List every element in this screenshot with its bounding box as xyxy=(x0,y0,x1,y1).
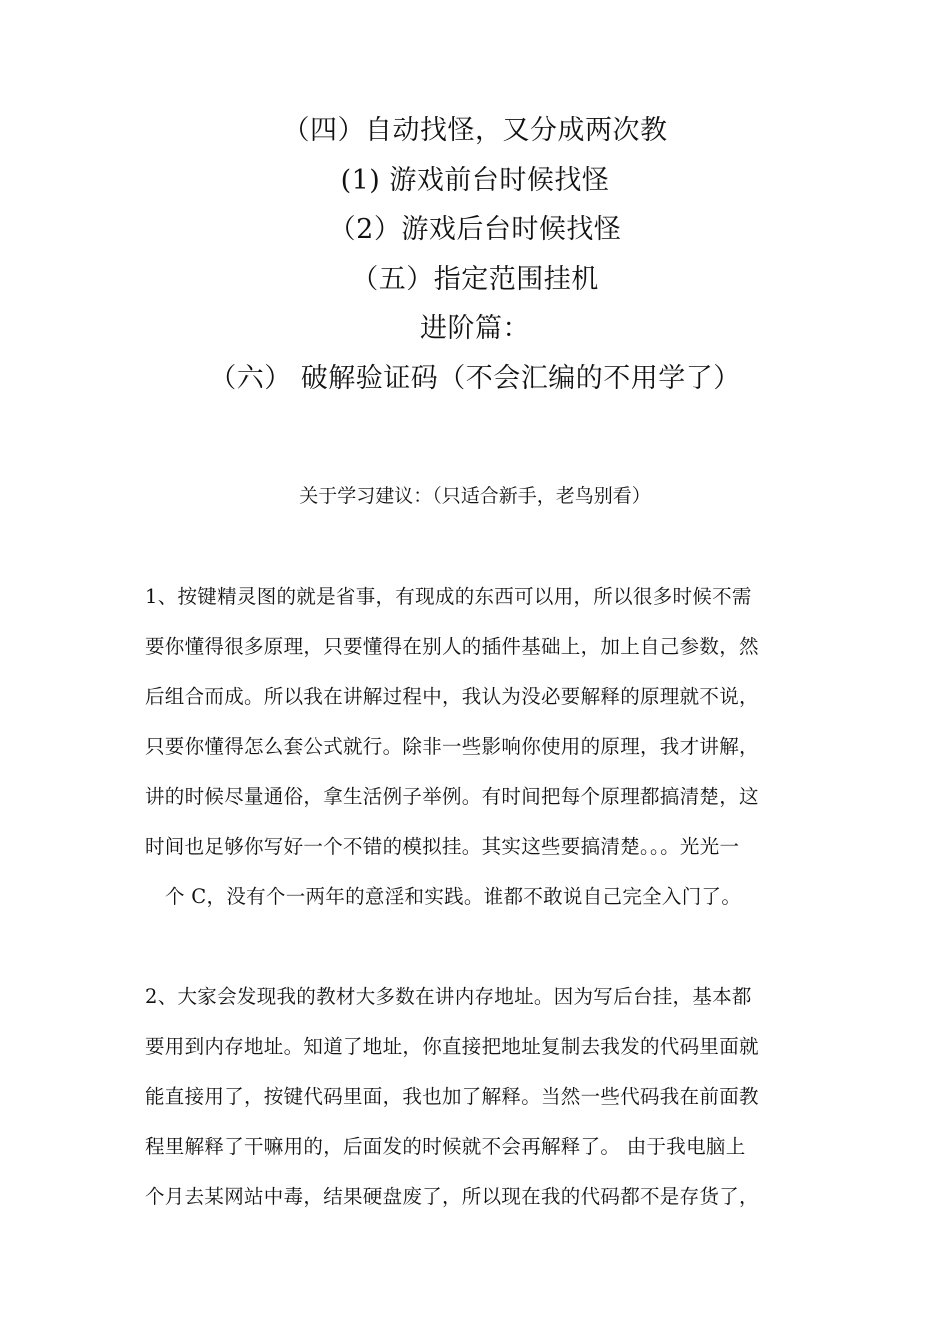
paragraph-1 xyxy=(145,572,811,922)
advice-title: 关于学习建议：（只适合新手，老鸟别看） xyxy=(299,485,651,507)
section-headings xyxy=(0,106,950,404)
paragraph-line: 个月去某网站中毒，结果硬盘废了，所以现在我的代码都不是存货了， xyxy=(145,1185,759,1208)
paragraph-line: 时间也足够你写好一个不错的模拟挂。其实这些要搞清楚。。。光光一 xyxy=(145,835,740,858)
heading-subsection-1: (1) 游戏前台时候找怪 xyxy=(340,164,610,196)
paragraph-line: 程里解释了干嘛用的，后面发的时候就不会再解释了。 由于我电脑上 xyxy=(145,1135,746,1158)
paragraph-line: 2、大家会发现我的教材大多数在讲内存地址。因为写后台挂，基本都 xyxy=(145,985,752,1008)
paragraph-line: 要用到内存地址。知道了地址，你直接把地址复制去我发的代码里面就 xyxy=(145,1035,759,1058)
paragraph-line: 个 C，没有个一两年的意淫和实践。谁都不敢说自己完全入门了。 xyxy=(165,885,742,908)
paragraph-line: 要你懂得很多原理，只要懂得在别人的插件基础上，加上自己参数，然 xyxy=(145,635,759,658)
heading-section-4: （四）自动找怪，又分成两次教 xyxy=(282,115,668,146)
paragraph-line: 能直接用了，按键代码里面，我也加了解释。当然一些代码我在前面教 xyxy=(145,1085,759,1108)
paragraph-line: 1、按键精灵图的就是省事，有现成的东西可以用，所以很多时候不需 xyxy=(145,585,752,608)
paragraph-line: 后组合而成。所以我在讲解过程中，我认为没必要解释的原理就不说， xyxy=(145,685,759,708)
heading-section-5: （五）指定范围挂机 xyxy=(351,263,599,295)
paragraph-line: 讲的时候尽量通俗，拿生活例子举例。有时间把每个原理都搞清楚，这 xyxy=(145,785,759,808)
paragraph-line: 只要你懂得怎么套公式就行。除非一些影响你使用的原理，我才讲解， xyxy=(145,735,759,758)
heading-advanced: 进阶篇： xyxy=(420,313,530,345)
heading-subsection-2: （2）游戏后台时候找怪 xyxy=(328,214,622,246)
heading-section-6: （六） 破解验证码（不会汇编的不用学了） xyxy=(209,362,741,394)
paragraph-2 xyxy=(145,972,811,1222)
